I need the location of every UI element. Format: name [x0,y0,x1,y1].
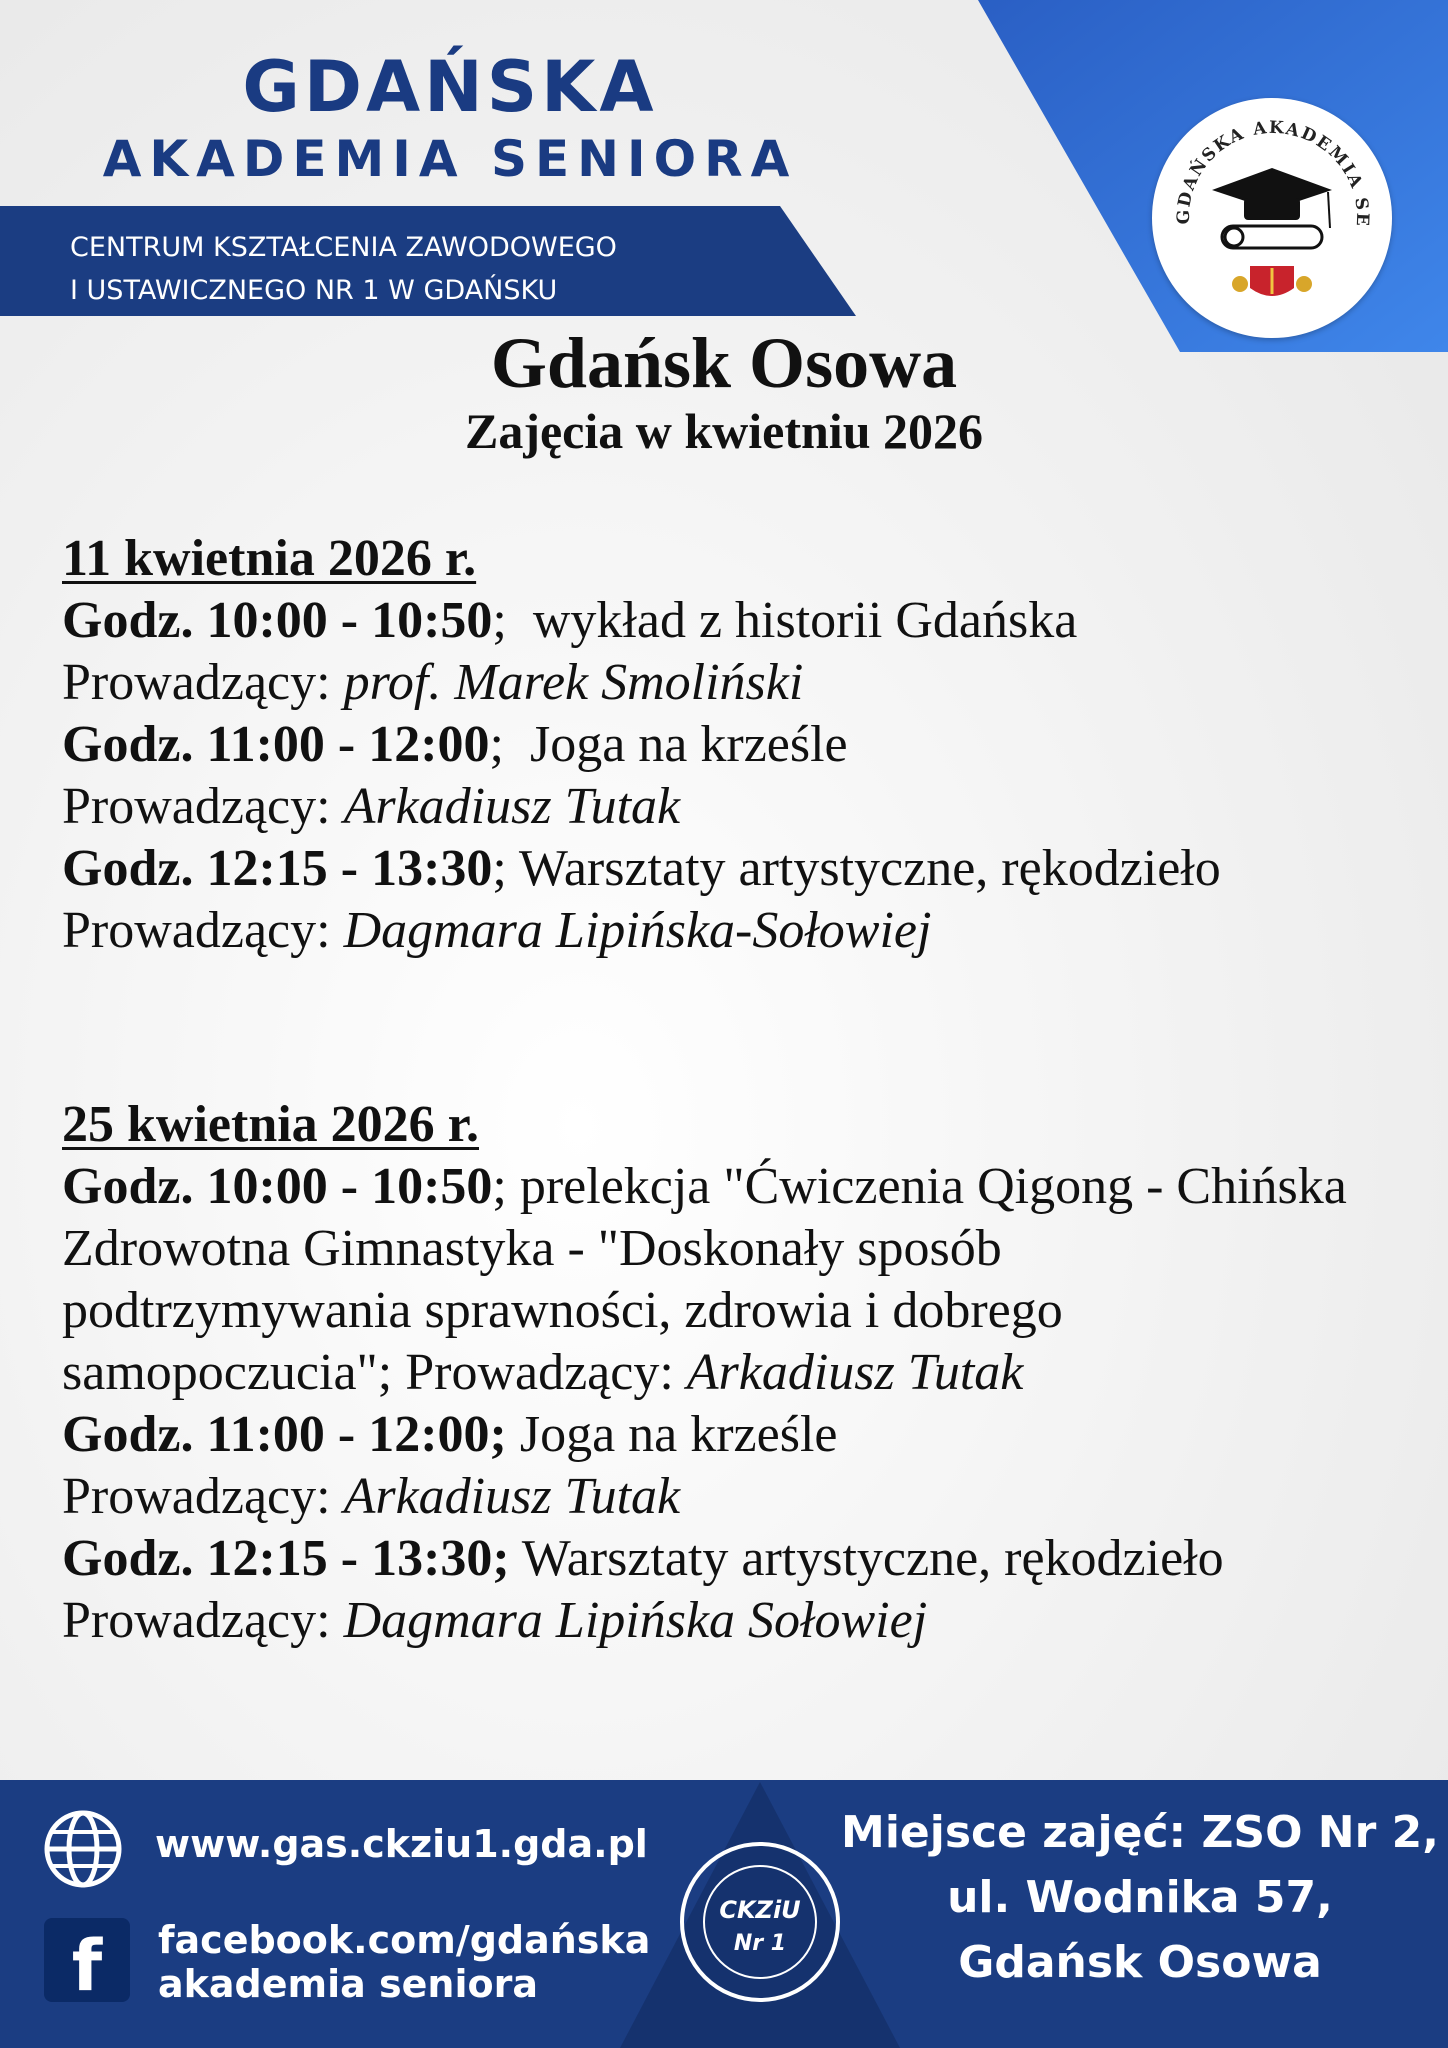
brand-title-akademia-seniora: AKADEMIA SENIORA [102,130,798,188]
leader-label: Prowadzący: [62,1468,344,1525]
schedule-entry [62,838,1442,900]
session-date: 11 kwietnia 2026 r. [62,530,477,587]
leader-name: Dagmara Lipińska Sołowiej [343,1592,928,1649]
entry-activity: Warsztaty artystyczne, rękodzieło [518,840,1221,897]
svg-text:GDAŃSKA AKADEMIA SENIORA: GDAŃSKA AKADEMIA SE [1173,117,1373,229]
entry-activity: Joga na krześle [519,1406,838,1463]
page-subtitle: Zajęcia w kwietniu 2026 [464,403,984,459]
venue-line-2: ul. Wodnika 57, [947,1872,1333,1923]
page-title: Gdańsk Osowa [490,323,958,403]
entry-activity: prelekcja "Ćwiczenia Qigong - Chińska Zdrowotna Gimnastyka - "Doskonały sposób podtrzymywania sprawności, zdrowia i dobrego samopoczucia"; [62,1158,1347,1401]
organization-line-2: I USTAWICZNEGO NR 1 W GDAŃSKU [70,275,558,306]
schedule-entry [62,1404,1442,1466]
session-date: 25 kwietnia 2026 r. [62,1096,479,1153]
facebook-link-line-1[interactable]: facebook.com/gdańska [158,1918,651,1962]
entry-separator [510,1530,522,1587]
leader-label: Prowadzący: [62,902,344,959]
academy-logo [1152,98,1392,338]
organization-name [70,226,617,312]
entry-time: Godz. 10:00 - 10:50 [62,592,493,649]
leader-label: Prowadzący: [62,654,344,711]
venue-line-3: Gdańsk Osowa [958,1937,1322,1988]
schedule-entry [62,1528,1442,1590]
leader-label: Prowadzący: [62,778,344,835]
entry-leader-line [62,1590,1442,1652]
entry-time: Godz. 11:00 - 12:00; [62,1406,507,1463]
entry-leader-line [62,1466,1442,1528]
facebook-link-line-2[interactable]: akademia seniora [158,1962,538,2006]
leader-name: Arkadiusz Tutak [686,1344,1024,1401]
globe-icon [44,1810,122,1888]
website-link[interactable]: www.gas.ckziu1.gda.pl [155,1822,648,1866]
brand-title-gdanska: GDAŃSKA [242,46,658,128]
entry-separator: ; [492,840,519,897]
schedule [62,528,1442,1652]
entry-separator [507,1406,520,1463]
entry-leader-line [62,652,1442,714]
entry-activity: Joga na krześle [529,716,848,773]
ckziu-logo [676,1838,844,2006]
entry-leader-line [62,900,1442,962]
leader-name: Arkadiusz Tutak [343,1468,681,1525]
venue-address [840,1800,1440,1995]
entry-activity: Warsztaty artystyczne, rękodzieło [521,1530,1224,1587]
schedule-entry [62,590,1442,652]
section-spacer [62,962,1442,1094]
entry-time: Godz. 12:15 - 13:30 [62,840,493,897]
entry-time: Godz. 11:00 - 12:00 [62,716,490,773]
leader-label: Prowadzący: [405,1344,687,1401]
facebook-icon: f [44,1918,130,2002]
entry-activity: wykład z historii Gdańska [532,592,1078,649]
leader-label: Prowadzący: [62,1592,344,1649]
ckziu-logo-nr: Nr 1 [733,1931,787,1956]
entry-separator: ; [492,1158,520,1215]
entry-leader-line [62,776,1442,838]
organization-line-1: CENTRUM KSZTAŁCENIA ZAWODOWEGO [70,232,617,263]
entry-separator: ; [489,716,530,773]
entry-separator: ; [492,592,533,649]
entry-time: Godz. 10:00 - 10:50 [62,1158,493,1215]
venue-line-1: Miejsce zajęć: ZSO Nr 2, [841,1807,1439,1858]
leader-name: Dagmara Lipińska-Sołowiej [343,902,932,959]
leader-name: Arkadiusz Tutak [343,778,681,835]
leader-name: prof. Marek Smoliński [343,654,804,711]
schedule-entry [62,1156,1362,1404]
schedule-entry [62,714,1442,776]
entry-time: Godz. 12:15 - 13:30; [62,1530,510,1587]
ckziu-logo-text: CKZiU [719,1896,801,1924]
